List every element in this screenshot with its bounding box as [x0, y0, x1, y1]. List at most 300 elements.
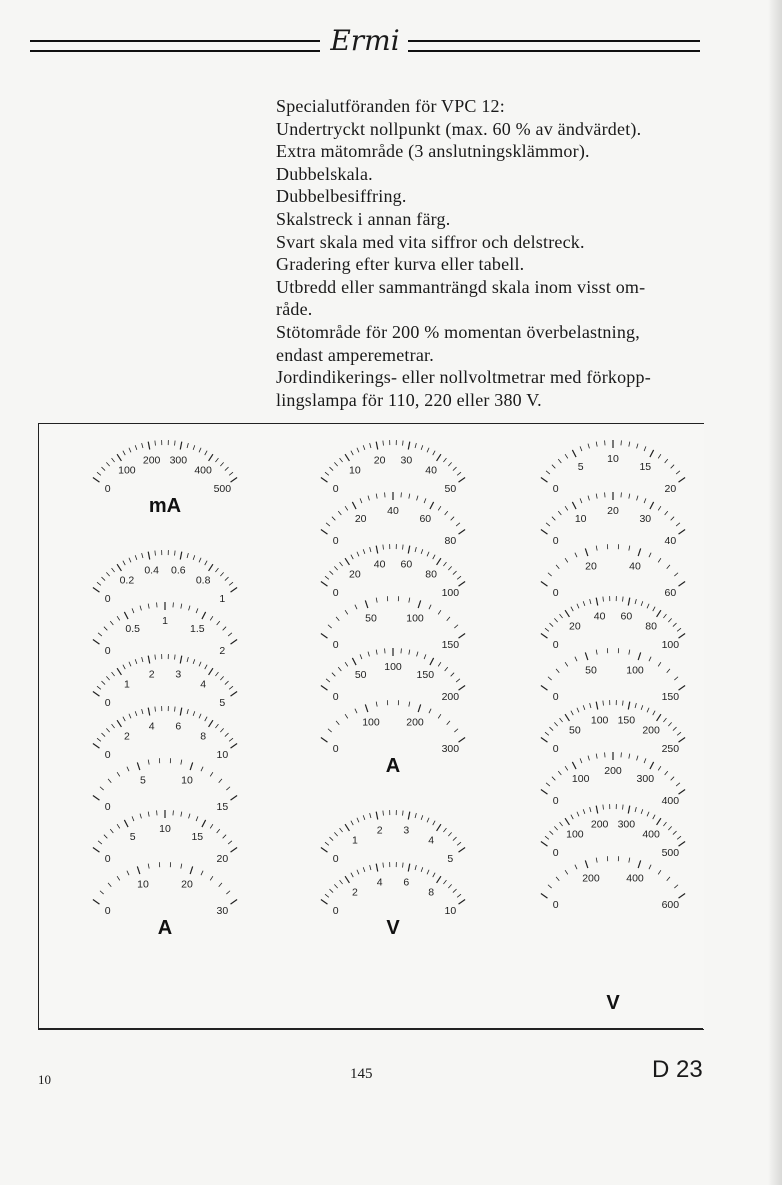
minor-tick	[603, 805, 604, 810]
major-tick	[231, 640, 238, 645]
tick-label: 40	[664, 534, 677, 547]
minor-tick	[189, 814, 190, 819]
minor-tick	[565, 558, 568, 562]
major-tick	[148, 708, 150, 716]
minor-tick	[546, 471, 550, 474]
minor-tick	[583, 809, 585, 814]
tick-label: 20	[354, 512, 367, 525]
major-tick	[408, 442, 410, 450]
minor-tick	[225, 577, 229, 580]
minor-tick	[201, 767, 203, 772]
minor-tick	[129, 714, 131, 719]
minor-tick	[644, 446, 646, 451]
minor-tick	[453, 889, 457, 892]
spec-line: Specialutföranden för VPC 12:	[276, 96, 505, 116]
tick-label: 0	[104, 904, 111, 917]
specifications-list	[276, 95, 716, 411]
meter-scale	[321, 700, 465, 755]
tick-label: 100	[441, 586, 460, 599]
minor-tick	[225, 733, 229, 736]
major-tick	[437, 824, 441, 831]
minor-tick	[326, 523, 330, 526]
minor-tick	[215, 458, 218, 462]
minor-tick	[142, 657, 143, 662]
minor-tick	[629, 754, 630, 759]
minor-tick	[438, 662, 441, 666]
minor-tick	[129, 662, 131, 667]
tick-label: 100	[406, 612, 424, 625]
major-tick	[459, 634, 466, 639]
minor-tick	[548, 573, 552, 576]
minor-tick	[421, 815, 423, 820]
major-tick	[345, 558, 349, 565]
major-tick	[572, 450, 576, 457]
major-tick	[437, 558, 441, 565]
minor-tick	[571, 815, 573, 819]
minor-tick	[629, 442, 630, 447]
tick-label: 0	[332, 742, 339, 755]
minor-tick	[101, 577, 105, 580]
tick-label: 100	[362, 716, 380, 729]
tick-label: 100	[118, 464, 136, 477]
major-tick	[596, 702, 598, 710]
minor-tick	[338, 667, 341, 671]
minor-tick	[429, 605, 431, 610]
minor-tick	[554, 826, 557, 830]
spec-line: Stötområde för 200 % momentan överbelastning,	[276, 321, 640, 342]
minor-tick	[368, 652, 369, 657]
minor-tick	[546, 783, 550, 786]
tick-label: 100	[384, 661, 402, 673]
major-tick	[321, 848, 328, 853]
tick-label: 5	[129, 830, 136, 843]
unit-label: V	[606, 992, 620, 1014]
minor-tick	[596, 494, 597, 499]
minor-tick	[457, 472, 461, 475]
tick-label: 5	[140, 774, 146, 787]
major-tick	[541, 894, 548, 899]
minor-tick	[603, 597, 604, 602]
minor-tick	[653, 815, 655, 819]
major-tick	[93, 848, 100, 853]
minor-tick	[129, 558, 131, 563]
tick-label: 300	[441, 742, 460, 755]
meter-scale	[541, 804, 685, 859]
minor-tick	[447, 721, 450, 725]
minor-tick	[421, 549, 423, 554]
tick-label: 0	[332, 904, 339, 917]
minor-tick	[644, 758, 646, 763]
minor-tick	[663, 822, 666, 826]
meter-scales-drawing	[39, 424, 704, 1029]
major-tick	[352, 658, 356, 665]
minor-tick	[658, 766, 661, 770]
minor-tick	[383, 863, 384, 868]
minor-tick	[199, 714, 201, 719]
minor-tick	[228, 633, 232, 636]
minor-tick	[677, 628, 681, 631]
minor-tick	[588, 444, 589, 449]
minor-tick	[106, 676, 109, 680]
major-tick	[124, 612, 128, 619]
tick-label: 0	[104, 800, 111, 813]
minor-tick	[181, 812, 182, 817]
tick-label: 100	[571, 772, 590, 785]
tick-label: 10	[607, 453, 619, 465]
minor-tick	[649, 657, 651, 662]
tick-label: 80	[425, 568, 437, 581]
minor-tick	[647, 708, 649, 713]
unit-label: mA	[148, 495, 182, 517]
minor-tick	[97, 472, 101, 475]
unit-label: A	[157, 917, 173, 939]
major-tick	[459, 738, 466, 743]
minor-tick	[215, 568, 218, 572]
minor-tick	[545, 628, 549, 631]
minor-tick	[637, 756, 638, 761]
tick-label: 0	[332, 852, 339, 865]
major-tick	[352, 502, 356, 509]
major-tick	[376, 864, 378, 872]
major-tick	[437, 876, 441, 883]
minor-tick	[603, 701, 604, 706]
tick-label: 300	[617, 818, 636, 831]
minor-tick	[565, 766, 568, 770]
minor-tick	[663, 718, 666, 722]
tick-label: 0	[104, 644, 111, 657]
minor-tick	[205, 665, 207, 669]
meter-scale	[541, 544, 685, 599]
meter-scale	[541, 700, 685, 755]
tick-label: 50	[444, 482, 457, 495]
minor-tick	[155, 551, 156, 556]
minor-tick	[328, 729, 332, 732]
minor-tick	[101, 467, 105, 470]
meter-scale	[321, 440, 465, 495]
tick-label: 10	[137, 878, 149, 891]
minor-tick	[445, 667, 448, 671]
meter-scale	[93, 758, 237, 813]
minor-tick	[445, 511, 448, 515]
minor-tick	[199, 558, 201, 563]
major-tick	[231, 848, 238, 853]
minor-tick	[123, 451, 125, 455]
meter-scale	[93, 810, 237, 865]
minor-tick	[565, 662, 568, 666]
minor-tick	[193, 555, 195, 560]
minor-tick	[326, 679, 330, 682]
tick-label: 200	[441, 690, 460, 703]
minor-tick	[653, 607, 655, 611]
major-tick	[585, 548, 588, 556]
minor-tick	[415, 813, 416, 818]
tick-label: 0	[552, 846, 559, 859]
tick-label: 10	[216, 748, 229, 761]
major-tick	[459, 530, 466, 535]
header-rule-left	[30, 40, 320, 52]
minor-tick	[370, 443, 371, 448]
minor-tick	[340, 562, 343, 566]
minor-tick	[98, 633, 102, 636]
minor-tick	[667, 877, 670, 881]
tick-label: 3	[175, 668, 182, 681]
major-tick	[231, 744, 238, 749]
minor-tick	[668, 722, 671, 726]
tick-label: 50	[365, 612, 377, 625]
major-tick	[180, 656, 182, 664]
spec-line: Dubbelskala.	[276, 163, 373, 184]
minor-tick	[123, 665, 125, 669]
minor-tick	[110, 829, 113, 833]
tick-label: 40	[629, 560, 641, 573]
major-tick	[231, 900, 238, 905]
minor-tick	[457, 894, 461, 897]
minor-tick	[187, 709, 188, 714]
minor-tick	[334, 462, 337, 466]
minor-tick	[340, 880, 343, 884]
tick-label: 20	[607, 505, 619, 517]
tick-label: 0.2	[119, 574, 135, 587]
major-tick	[148, 552, 150, 560]
tick-label: 0	[332, 638, 339, 651]
major-tick	[459, 478, 466, 483]
minor-tick	[667, 669, 670, 673]
header-rule-right	[408, 40, 700, 52]
minor-tick	[649, 865, 651, 870]
minor-tick	[189, 606, 190, 611]
major-tick	[650, 762, 654, 769]
minor-tick	[355, 605, 357, 610]
minor-tick	[360, 498, 362, 503]
minor-tick	[351, 451, 353, 455]
minor-tick	[451, 517, 454, 521]
minor-tick	[453, 467, 457, 470]
minor-tick	[215, 724, 218, 728]
meter-scale	[321, 862, 465, 917]
major-tick	[231, 796, 238, 801]
minor-tick	[140, 814, 141, 819]
major-tick	[93, 588, 100, 593]
tick-label: 30	[639, 512, 652, 525]
minor-tick	[329, 889, 333, 892]
minor-tick	[100, 787, 104, 790]
minor-tick	[376, 702, 377, 707]
minor-tick	[665, 511, 668, 515]
minor-tick	[676, 471, 680, 474]
minor-tick	[673, 623, 677, 626]
minor-tick	[558, 459, 561, 463]
tick-label: 100	[626, 664, 644, 677]
major-tick	[93, 900, 100, 905]
tick-label: 5	[577, 460, 584, 473]
minor-tick	[438, 506, 441, 510]
major-tick	[679, 530, 686, 535]
major-tick	[459, 900, 466, 905]
minor-tick	[112, 724, 115, 728]
tick-label: 200	[406, 716, 424, 729]
tick-label: 5	[219, 696, 226, 709]
minor-tick	[409, 598, 410, 603]
major-tick	[541, 738, 548, 743]
minor-tick	[673, 727, 677, 730]
meter-scale	[321, 596, 465, 651]
minor-tick	[433, 821, 435, 825]
major-tick	[321, 686, 328, 691]
major-tick	[565, 714, 569, 721]
minor-tick	[409, 494, 410, 499]
minor-tick	[433, 873, 435, 877]
tick-label: 4	[200, 678, 207, 691]
minor-tick	[596, 650, 597, 655]
major-tick	[231, 478, 238, 483]
minor-tick	[199, 448, 201, 453]
tick-label: 50	[569, 724, 581, 737]
minor-tick	[409, 702, 410, 707]
minor-tick	[135, 445, 137, 450]
minor-tick	[668, 618, 671, 622]
minor-tick	[596, 858, 597, 863]
spec-line: Dubbelbesiffring.	[276, 186, 407, 207]
minor-tick	[453, 571, 457, 574]
minor-tick	[429, 709, 431, 714]
major-tick	[679, 842, 686, 847]
minor-tick	[447, 617, 450, 621]
major-tick	[459, 686, 466, 691]
page-edge-shadow	[768, 0, 782, 1185]
minor-tick	[193, 659, 195, 664]
major-tick	[321, 582, 328, 587]
minor-tick	[451, 673, 454, 677]
minor-tick	[677, 836, 681, 839]
minor-tick	[229, 738, 233, 741]
major-tick	[408, 546, 410, 554]
meter-scale	[321, 544, 465, 599]
minor-tick	[225, 681, 229, 684]
minor-tick	[223, 835, 226, 839]
panel-bottom-rule	[38, 1028, 703, 1029]
tick-label: 150	[617, 714, 636, 727]
minor-tick	[674, 677, 678, 680]
tick-label: 200	[582, 872, 600, 885]
minor-tick	[226, 787, 230, 790]
tick-label: 40	[425, 464, 437, 477]
tick-label: 10	[574, 512, 587, 525]
minor-tick	[336, 721, 339, 725]
minor-tick	[117, 616, 120, 620]
major-tick	[190, 762, 193, 770]
minor-tick	[448, 884, 451, 888]
minor-tick	[457, 842, 461, 845]
minor-tick	[229, 472, 233, 475]
tick-label: 20	[181, 878, 193, 891]
minor-tick	[329, 571, 333, 574]
tick-label: 4	[148, 720, 155, 733]
minor-tick	[345, 610, 348, 614]
major-tick	[180, 708, 182, 716]
minor-tick	[556, 877, 559, 881]
minor-tick	[97, 582, 101, 585]
minor-tick	[351, 873, 353, 877]
minor-tick	[629, 650, 630, 655]
major-tick	[231, 692, 238, 697]
minor-tick	[376, 650, 377, 655]
minor-tick	[580, 446, 582, 451]
minor-tick	[448, 462, 451, 466]
minor-tick	[629, 858, 630, 863]
tick-label: 100	[661, 638, 680, 651]
minor-tick	[575, 657, 577, 662]
minor-tick	[658, 454, 661, 458]
minor-tick	[142, 443, 143, 448]
minor-tick	[363, 549, 365, 554]
minor-tick	[427, 870, 429, 875]
minor-tick	[117, 876, 120, 880]
major-tick	[190, 866, 193, 874]
minor-tick	[345, 662, 348, 666]
minor-tick	[187, 657, 188, 662]
minor-tick	[671, 465, 674, 469]
tick-label: 0	[332, 586, 339, 599]
minor-tick	[596, 754, 597, 759]
minor-tick	[403, 863, 404, 868]
major-tick	[418, 704, 421, 712]
minor-tick	[417, 652, 418, 657]
tick-label: 20	[585, 560, 597, 573]
major-tick	[585, 860, 588, 868]
minor-tick	[351, 555, 353, 559]
tick-label: 0	[552, 690, 559, 703]
minor-tick	[123, 717, 125, 721]
minor-tick	[334, 566, 337, 570]
minor-tick	[454, 729, 458, 732]
major-tick	[202, 820, 206, 827]
minor-tick	[546, 523, 550, 526]
meter-scale	[93, 862, 237, 917]
minor-tick	[217, 621, 220, 625]
minor-tick	[443, 828, 446, 832]
major-tick	[541, 478, 548, 483]
minor-tick	[417, 496, 418, 501]
minor-tick	[556, 565, 559, 569]
tick-label: 8	[200, 730, 207, 743]
major-tick	[679, 582, 686, 587]
major-tick	[93, 692, 100, 697]
minor-tick	[129, 448, 131, 453]
minor-tick	[549, 831, 553, 834]
minor-tick	[421, 867, 423, 872]
tick-label: 20	[349, 568, 361, 581]
minor-tick	[635, 703, 636, 708]
minor-tick	[552, 465, 555, 469]
minor-tick	[325, 894, 329, 897]
minor-tick	[226, 891, 230, 894]
minor-tick	[577, 604, 579, 609]
minor-tick	[220, 676, 223, 680]
tick-label: 200	[604, 765, 622, 777]
minor-tick	[376, 494, 377, 499]
minor-tick	[100, 891, 104, 894]
minor-tick	[443, 880, 446, 884]
minor-tick	[565, 506, 568, 510]
minor-tick	[637, 496, 638, 501]
minor-tick	[629, 494, 630, 499]
minor-tick	[549, 623, 553, 626]
minor-tick	[665, 771, 668, 775]
minor-tick	[623, 701, 624, 706]
tick-label: 6	[403, 876, 410, 889]
tick-label: 30	[400, 454, 413, 467]
spec-line: lingslampa för 110, 220 eller 380 V.	[276, 389, 542, 410]
